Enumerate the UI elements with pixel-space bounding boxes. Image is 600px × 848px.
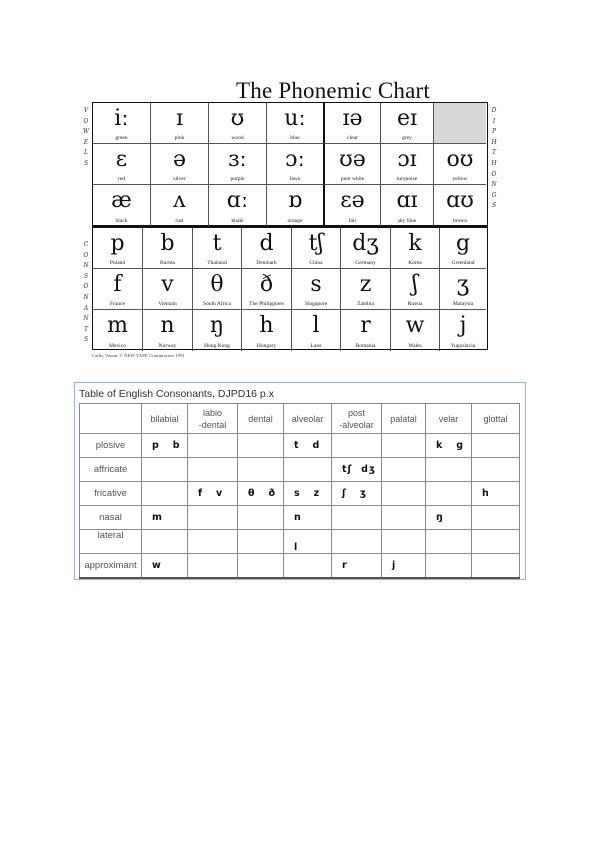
phoneme-symbol: t bbox=[212, 231, 222, 256]
consonant-cell: n bbox=[284, 506, 332, 530]
consonant-cell bbox=[143, 310, 193, 351]
example-word: fawn bbox=[289, 176, 301, 182]
column-header: post -alveolar bbox=[332, 404, 382, 434]
consonant-cell bbox=[341, 310, 391, 351]
consonant-cell: p b bbox=[142, 434, 188, 458]
consonant-cell bbox=[472, 434, 520, 458]
consonant-table-panel bbox=[74, 382, 526, 580]
phoneme-symbol: ʊə bbox=[339, 147, 366, 172]
example-word: The Philippines bbox=[249, 301, 284, 307]
row-label: affricate bbox=[80, 458, 142, 482]
consonant-cell bbox=[382, 506, 426, 530]
table-caption: Table of English Consonants, DJPD16 p.x bbox=[79, 388, 274, 400]
consonant-cell bbox=[242, 310, 292, 351]
side-letter: V bbox=[83, 107, 89, 114]
example-word: clear bbox=[347, 135, 358, 141]
example-word: Burma bbox=[160, 260, 175, 266]
phoneme-symbol: ɑː bbox=[226, 188, 249, 213]
phoneme-symbol: tʃ bbox=[308, 231, 324, 256]
example-word: orange bbox=[287, 218, 303, 224]
phoneme-symbol: ð bbox=[259, 272, 274, 297]
example-word: Laos bbox=[310, 343, 322, 349]
consonant-cell bbox=[440, 310, 486, 351]
side-letter: O bbox=[83, 283, 89, 291]
row-label: approximant bbox=[80, 554, 142, 578]
phoneme-symbol: w bbox=[405, 313, 425, 338]
example-word: Singapore bbox=[304, 301, 328, 307]
phoneme-symbol: l bbox=[312, 313, 320, 338]
consonant-cell bbox=[93, 228, 143, 269]
vowel-cell bbox=[267, 185, 325, 226]
column-header: glottal bbox=[472, 404, 520, 434]
phoneme-symbol: k bbox=[408, 231, 422, 256]
example-word: South Africa bbox=[203, 301, 231, 307]
consonant-cell bbox=[188, 506, 238, 530]
side-letter: N bbox=[83, 315, 89, 323]
side-letter: H bbox=[491, 159, 497, 167]
vowel-cell bbox=[381, 144, 434, 185]
vowel-cell bbox=[209, 144, 267, 185]
example-word: Yugoslavia bbox=[450, 343, 476, 349]
example-word: Mexico bbox=[109, 343, 126, 349]
example-word: wood bbox=[231, 135, 244, 141]
consonant-table bbox=[79, 403, 520, 579]
side-letter: P bbox=[491, 128, 497, 136]
side-letter: D bbox=[491, 107, 497, 114]
phoneme-symbol: ɛə bbox=[340, 188, 365, 213]
example-word: turquoise bbox=[396, 176, 418, 182]
side-letter: C bbox=[83, 241, 89, 248]
consonant-cell bbox=[426, 458, 472, 482]
consonant-cell bbox=[238, 554, 284, 578]
consonant-cell bbox=[341, 228, 391, 269]
example-word: Norway bbox=[158, 343, 177, 349]
example-word: yellow bbox=[452, 176, 468, 182]
side-letter: L bbox=[84, 149, 88, 157]
side-letter: H bbox=[491, 138, 497, 146]
chart-title: The Phonemic Chart bbox=[236, 78, 430, 103]
consonant-cell bbox=[292, 310, 341, 351]
example-word: pink bbox=[174, 135, 185, 141]
vowel-cell bbox=[381, 103, 434, 144]
example-word: blue bbox=[290, 135, 300, 141]
consonant-cell bbox=[242, 228, 292, 269]
consonant-cell bbox=[238, 530, 284, 554]
consonant-cell bbox=[242, 269, 292, 310]
side-letter: S bbox=[83, 159, 89, 167]
consonant-cell: r bbox=[332, 554, 382, 578]
example-word: green bbox=[115, 135, 128, 141]
consonant-cell: t d bbox=[284, 434, 332, 458]
vowel-cell bbox=[267, 144, 325, 185]
consonant-cell bbox=[472, 554, 520, 578]
phoneme-symbol: ə bbox=[172, 147, 187, 172]
example-word: black bbox=[115, 218, 128, 224]
consonant-cell bbox=[332, 506, 382, 530]
consonant-cell bbox=[193, 228, 242, 269]
consonant-cell bbox=[238, 458, 284, 482]
consonant-cell bbox=[382, 458, 426, 482]
table-corner bbox=[80, 404, 142, 434]
vowel-cell bbox=[209, 103, 267, 144]
example-word: Hong Kong bbox=[204, 343, 230, 349]
side-letter: E bbox=[83, 138, 89, 146]
example-word: grey bbox=[402, 135, 412, 141]
consonant-cell: w bbox=[142, 554, 188, 578]
consonant-cell: h bbox=[472, 482, 520, 506]
consonant-cell bbox=[292, 228, 341, 269]
example-word: pure white bbox=[340, 176, 365, 182]
example-word: Korea bbox=[408, 260, 422, 266]
side-letter: G bbox=[491, 191, 497, 199]
consonant-cell bbox=[143, 269, 193, 310]
consonant-cell bbox=[93, 310, 143, 351]
phoneme-symbol: ʊ bbox=[230, 106, 245, 131]
consonant-cell bbox=[332, 434, 382, 458]
consonant-cell bbox=[391, 269, 440, 310]
vowel-cell bbox=[381, 185, 434, 226]
phoneme-symbol: ɪə bbox=[342, 106, 363, 131]
consonant-cell bbox=[292, 269, 341, 310]
side-letter: S bbox=[491, 202, 497, 210]
vowel-cell bbox=[93, 185, 151, 226]
consonants-side-label bbox=[82, 240, 90, 346]
phoneme-symbol: v bbox=[161, 272, 174, 297]
side-letter: N bbox=[491, 181, 497, 189]
example-word: fair bbox=[348, 218, 357, 224]
side-letter: T bbox=[491, 149, 496, 157]
vowel-cell bbox=[325, 103, 381, 144]
example-word: khaki bbox=[231, 218, 244, 224]
consonant-cell: s z bbox=[284, 482, 332, 506]
vowel-cell bbox=[325, 185, 381, 226]
example-word: Greenland bbox=[451, 260, 475, 266]
consonant-cell: ŋ bbox=[426, 506, 472, 530]
example-word: Denmark bbox=[256, 260, 277, 266]
consonant-cell bbox=[472, 506, 520, 530]
example-word: red bbox=[117, 176, 126, 182]
phoneme-symbol: m bbox=[107, 313, 128, 338]
vowels-side-label bbox=[82, 106, 90, 170]
column-header: bilabial bbox=[142, 404, 188, 434]
phoneme-symbol: ŋ bbox=[209, 313, 225, 338]
example-word: Wales bbox=[408, 343, 422, 349]
consonant-cell bbox=[143, 228, 193, 269]
side-letter: N bbox=[83, 262, 89, 270]
phoneme-symbol: oʊ bbox=[446, 147, 474, 172]
phoneme-symbol: p bbox=[110, 231, 125, 256]
phoneme-symbol: f bbox=[113, 272, 122, 297]
side-letter: A bbox=[83, 304, 89, 312]
consonant-cell bbox=[382, 530, 426, 554]
side-letter: I bbox=[492, 117, 496, 125]
consonant-cell bbox=[93, 269, 143, 310]
column-header: dental bbox=[238, 404, 284, 434]
vowel-cell bbox=[151, 144, 209, 185]
phoneme-symbol: ɑɪ bbox=[396, 188, 418, 213]
side-letter: W bbox=[82, 128, 90, 136]
phoneme-symbol: θ bbox=[210, 272, 224, 297]
vowel-cell bbox=[209, 185, 267, 226]
example-word: France bbox=[110, 301, 125, 307]
consonant-cell bbox=[426, 554, 472, 578]
phoneme-symbol: dʒ bbox=[352, 231, 379, 256]
consonant-cell: m bbox=[142, 506, 188, 530]
consonant-cell: f v bbox=[188, 482, 238, 506]
phoneme-symbol: ʒ bbox=[456, 272, 470, 297]
phoneme-symbol: ʃ bbox=[412, 272, 418, 297]
consonant-grid bbox=[92, 226, 488, 350]
example-word: Poland bbox=[109, 260, 126, 266]
consonant-cell bbox=[142, 458, 188, 482]
phoneme-symbol: ɒ bbox=[287, 188, 303, 213]
phoneme-symbol: ɜː bbox=[228, 147, 247, 172]
vowel-grid bbox=[92, 102, 488, 226]
column-header: alveolar bbox=[284, 404, 332, 434]
example-word: Thailand bbox=[207, 260, 227, 266]
vowel-cell bbox=[434, 103, 486, 144]
phoneme-symbol: n bbox=[160, 313, 175, 338]
example-word: silver bbox=[173, 176, 186, 182]
phoneme-symbol: z bbox=[359, 272, 372, 297]
consonant-cell bbox=[382, 482, 426, 506]
example-word: Romania bbox=[355, 343, 376, 349]
consonant-cell bbox=[188, 434, 238, 458]
vowel-cell bbox=[151, 185, 209, 226]
consonant-cell bbox=[193, 310, 242, 351]
example-word: Hungary bbox=[256, 343, 277, 349]
consonant-cell bbox=[472, 530, 520, 554]
consonant-cell: ʃ ʒ bbox=[332, 482, 382, 506]
phoneme-symbol: g bbox=[455, 231, 471, 256]
consonant-cell bbox=[238, 434, 284, 458]
consonant-cell bbox=[472, 458, 520, 482]
phoneme-symbol: ɪ bbox=[175, 106, 184, 131]
consonant-cell bbox=[391, 228, 440, 269]
consonant-cell bbox=[142, 530, 188, 554]
phoneme-symbol: ɑʊ bbox=[446, 188, 474, 213]
example-word: Vietnam bbox=[158, 301, 177, 307]
example-word: Russia bbox=[407, 301, 423, 307]
vowel-cell bbox=[267, 103, 325, 144]
side-letter: N bbox=[83, 293, 89, 301]
column-header: labio -dental bbox=[188, 404, 238, 434]
phoneme-symbol: eɪ bbox=[396, 106, 418, 131]
phoneme-symbol: d bbox=[259, 231, 274, 256]
consonant-cell bbox=[238, 506, 284, 530]
consonant-cell bbox=[426, 530, 472, 554]
consonant-cell bbox=[440, 228, 486, 269]
consonant-cell bbox=[142, 482, 188, 506]
vowel-cell bbox=[151, 103, 209, 144]
consonant-cell: j bbox=[382, 554, 426, 578]
phoneme-symbol: j bbox=[459, 313, 467, 338]
row-label: lateral bbox=[80, 530, 142, 554]
consonant-cell bbox=[332, 530, 382, 554]
example-word: Zambia bbox=[357, 301, 374, 307]
consonant-cell bbox=[382, 434, 426, 458]
vowel-cell bbox=[434, 144, 486, 185]
consonant-cell bbox=[188, 458, 238, 482]
side-letter: O bbox=[491, 170, 497, 178]
column-header: velar bbox=[426, 404, 472, 434]
consonant-cell bbox=[284, 554, 332, 578]
vowel-cell bbox=[325, 144, 381, 185]
consonant-cell: tʃ dʒ bbox=[332, 458, 382, 482]
side-letter: O bbox=[83, 117, 89, 125]
side-letter: S bbox=[83, 272, 89, 280]
diphthongs-side-label bbox=[490, 106, 498, 212]
consonant-cell: l bbox=[284, 530, 332, 554]
vowel-cell bbox=[434, 185, 486, 226]
consonant-cell bbox=[188, 530, 238, 554]
example-word: Malaysia bbox=[452, 301, 474, 307]
consonant-cell bbox=[426, 482, 472, 506]
side-letter: S bbox=[83, 336, 89, 344]
consonant-cell bbox=[440, 269, 486, 310]
example-word: China bbox=[309, 260, 323, 266]
consonant-cell: k g bbox=[426, 434, 472, 458]
phoneme-symbol: h bbox=[259, 313, 274, 338]
vowel-cell bbox=[93, 103, 151, 144]
phoneme-symbol: ɔː bbox=[285, 147, 305, 172]
consonant-cell bbox=[188, 554, 238, 578]
example-word: rust bbox=[175, 218, 184, 224]
consonant-cell bbox=[193, 269, 242, 310]
side-letter: T bbox=[83, 325, 88, 333]
phoneme-symbol: s bbox=[310, 272, 322, 297]
example-word: sky blue bbox=[397, 218, 417, 224]
phoneme-symbol: b bbox=[160, 231, 175, 256]
example-word: brown bbox=[452, 218, 468, 224]
chart-footer: Cathy Vassar © NEW TAPE Commission 1991 bbox=[92, 353, 186, 358]
column-header: palatal bbox=[382, 404, 426, 434]
phonemic-chart bbox=[78, 74, 502, 362]
example-word: purple bbox=[230, 176, 245, 182]
row-label: fricative bbox=[80, 482, 142, 506]
consonant-cell bbox=[284, 458, 332, 482]
row-label: nasal bbox=[80, 506, 142, 530]
phoneme-symbol: ʌ bbox=[173, 188, 186, 213]
consonant-cell bbox=[341, 269, 391, 310]
vowel-cell bbox=[93, 144, 151, 185]
consonant-cell bbox=[391, 310, 440, 351]
row-label: plosive bbox=[80, 434, 142, 458]
example-word: Germany bbox=[355, 260, 376, 266]
phoneme-symbol: ɛ bbox=[115, 147, 128, 172]
phoneme-symbol: iː bbox=[114, 106, 129, 131]
phoneme-symbol: æ bbox=[111, 188, 132, 213]
consonant-cell: θ ð bbox=[238, 482, 284, 506]
phoneme-symbol: uː bbox=[284, 106, 306, 131]
phoneme-symbol: ɔɪ bbox=[397, 147, 417, 172]
side-letter: O bbox=[83, 251, 89, 259]
phoneme-symbol: r bbox=[360, 313, 371, 338]
